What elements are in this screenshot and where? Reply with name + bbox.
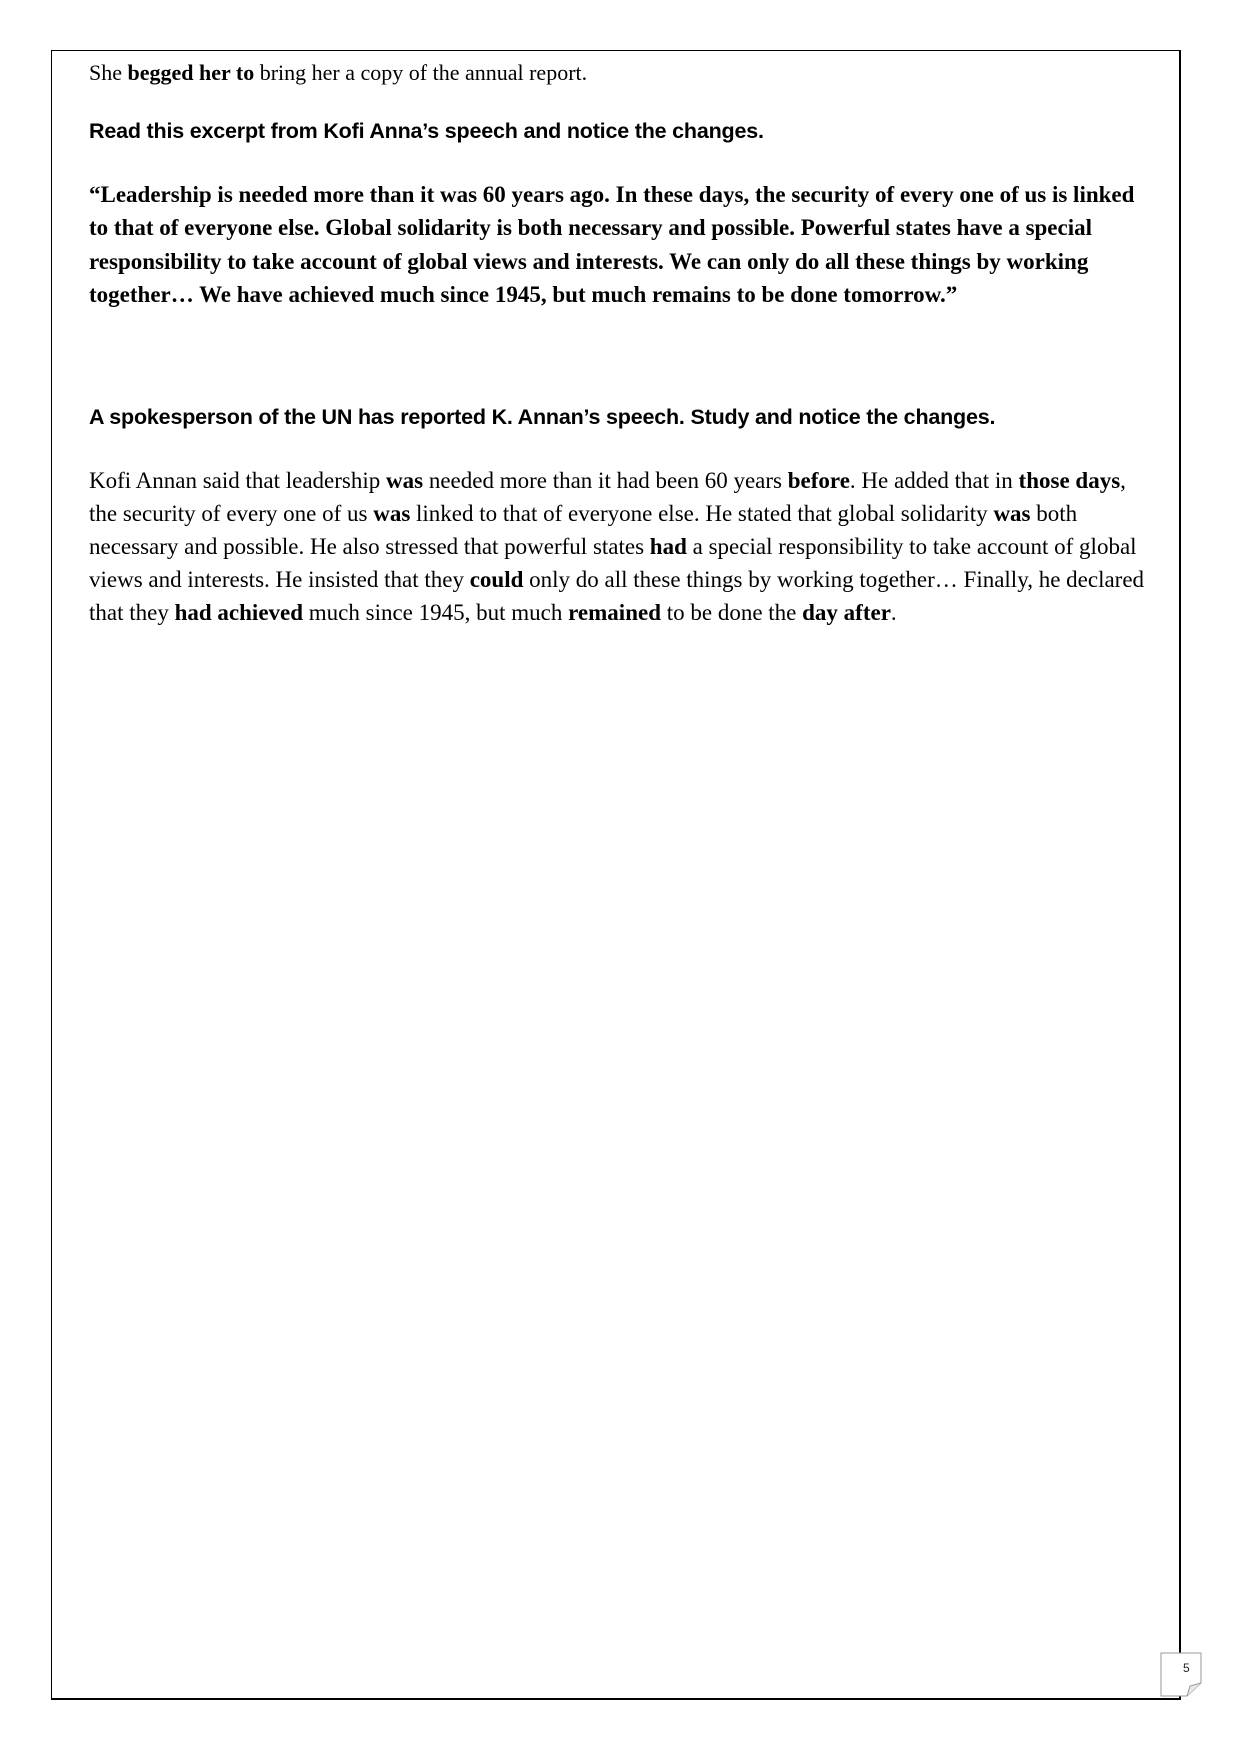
intro-text-post: bring her a copy of the annual report. (254, 60, 588, 85)
reported-bold: remained (568, 600, 661, 625)
page-curl-icon (1160, 1652, 1202, 1697)
reported-text: only do all these things by working together… Finally, he declared that they (89, 567, 1145, 625)
reported-text: much since 1945, but much (303, 600, 569, 625)
reported-bold: was (373, 501, 411, 526)
intro-sentence (89, 58, 587, 88)
reported-text: to be done the (660, 600, 803, 625)
reported-speech-paragraph (89, 464, 1149, 629)
reported-text: a special responsibility to take account of global views and interests. He insisted that they (89, 534, 1137, 592)
reported-text: linked to that of everyone else. He stated that global solidarity (410, 501, 994, 526)
reported-bold: those days (1018, 468, 1121, 493)
reported-text: . He added that in (849, 468, 1019, 493)
excerpt-heading: Read this excerpt from Kofi Anna’s speech and notice the changes. (89, 119, 764, 143)
reported-text: needed more than it had been 60 years (423, 468, 788, 493)
reported-text: . (890, 600, 897, 625)
reported-text: , the security of every one of us (89, 468, 1126, 526)
reported-bold: had achieved (174, 600, 304, 625)
reported-heading: A spokesperson of the UN has reported K. Annan’s speech. Study and notice the changes. (89, 405, 996, 429)
reported-text: both necessary and possible. He also stressed that powerful states (89, 501, 1078, 559)
reported-text: Kofi Annan said that leadership (89, 468, 387, 493)
speech-quote: “Leadership is needed more than it was 60 years ago. In these days, the security of every one of us is linked to that of everyone else. Global solidarity is both necessary and possible. Powerful states have a special responsibility to take account of global views and interests. We can only do all these things by working together… We have achieved much since 1945, but much remains to be done tomorrow.” (89, 182, 1135, 307)
page-number: 5 (1183, 1661, 1190, 1675)
reported-bold: day after (802, 600, 891, 625)
intro-text-bold: begged her to (127, 60, 255, 85)
reported-bold: could (469, 567, 524, 592)
reported-bold: was (993, 501, 1031, 526)
reported-bold: had (649, 534, 687, 559)
reported-bold: was (386, 468, 424, 493)
reported-bold: before (787, 468, 850, 493)
intro-text-pre: She (89, 60, 128, 85)
